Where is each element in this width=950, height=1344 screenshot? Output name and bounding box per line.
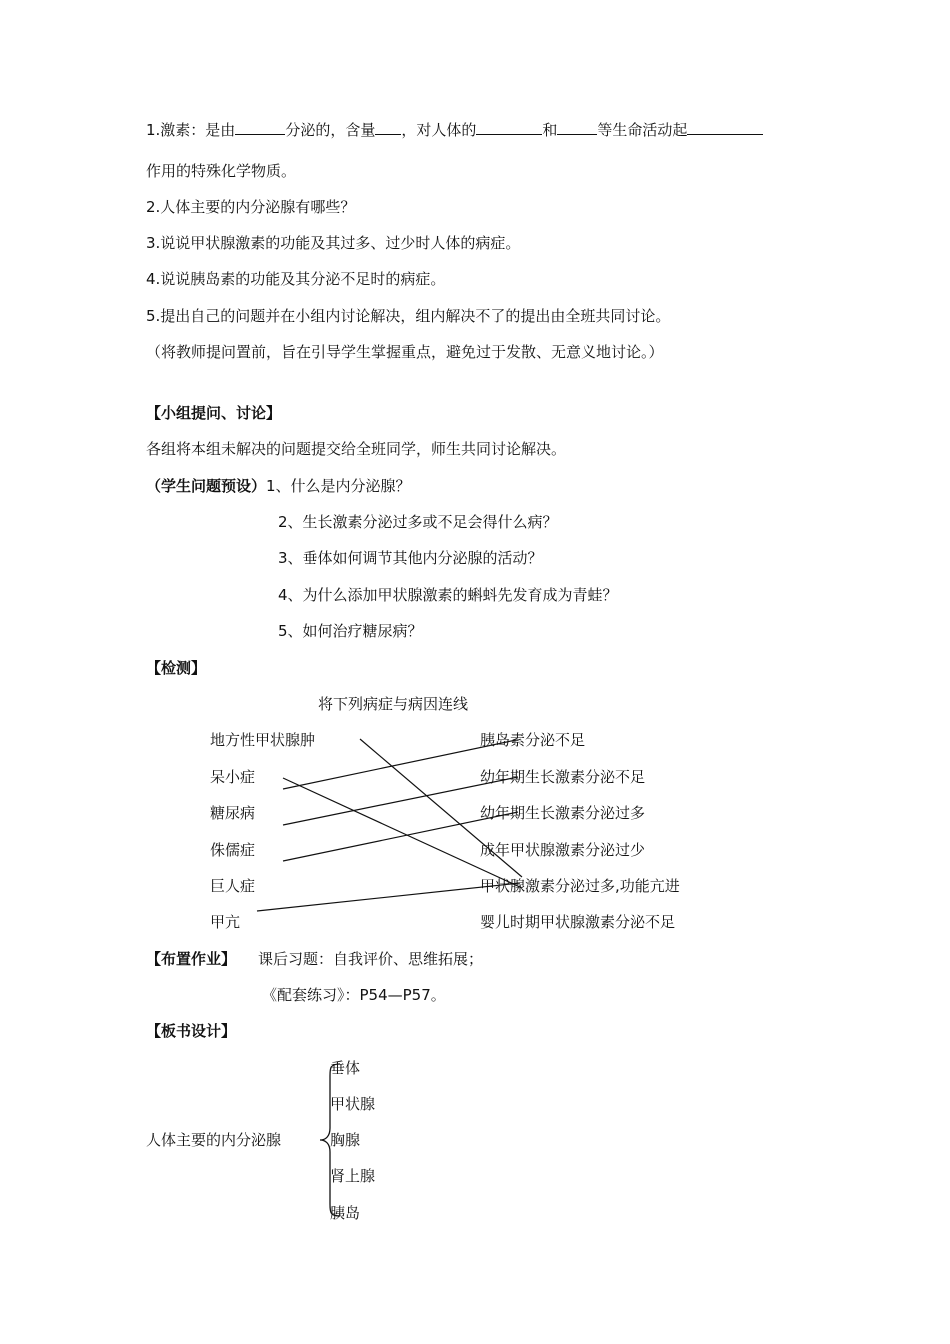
- board-item: 胰岛: [330, 1204, 361, 1222]
- board-heading: 【板书设计】: [146, 1022, 237, 1040]
- board-item: 垂体: [330, 1059, 361, 1077]
- match-line: [360, 739, 522, 877]
- question-3: 3.说说甲状腺激素的功能及其过多、过少时人体的病症。: [146, 234, 521, 252]
- q1-text-4: 和: [542, 121, 558, 139]
- disease-item: 侏儒症: [210, 841, 256, 859]
- cause-item: 成年甲状腺激素分泌过少: [480, 841, 646, 859]
- preset-question-3: 3、垂体如何调节其他内分泌腺的活动？: [278, 549, 543, 567]
- board-label: 人体主要的内分泌腺: [146, 1131, 282, 1149]
- q1-text-1: 1.激素：是由: [146, 121, 236, 139]
- homework-line-1: [146, 949, 483, 969]
- teacher-note: （将教师提问置前，旨在引导学生掌握重点，避免过于发散、无意义地讨论。）: [146, 343, 664, 361]
- disease-item: 巨人症: [210, 877, 256, 895]
- preset-question-2: 2、生长激素分泌过多或不足会得什么病？: [278, 513, 558, 531]
- q1-text-3: ，对人体的: [401, 121, 477, 139]
- board-item: 肾上腺: [330, 1167, 376, 1185]
- disease-item: 糖尿病: [210, 804, 256, 822]
- q1-text-5: 等生命活动起: [597, 121, 688, 139]
- question-2: 2.人体主要的内分泌腺有哪些？: [146, 198, 356, 216]
- match-line: [283, 777, 518, 825]
- disease-item: 呆小症: [210, 768, 256, 786]
- preset-question-4: 4、为什么添加甲状腺激素的蝌蚪先发育成为青蛙？: [278, 586, 618, 604]
- cause-item: 甲状腺激素分泌过多,功能亢进: [480, 877, 680, 895]
- board-item: 甲状腺: [330, 1095, 376, 1113]
- cause-item: 幼年期生长激素分泌过多: [480, 804, 646, 822]
- match-line: [283, 812, 518, 861]
- group-heading: 【小组提问、讨论】: [146, 404, 282, 422]
- group-intro: 各组将本组未解决的问题提交给全班同学，师生共同讨论解决。: [146, 440, 567, 458]
- cause-item: 幼年期生长激素分泌不足: [480, 768, 646, 786]
- q1-text-2: 分泌的，含量: [285, 121, 376, 139]
- cause-item: 婴儿时期甲状腺激素分泌不足: [480, 913, 676, 931]
- question-4: 4.说说胰岛素的功能及其分泌不足时的病症。: [146, 270, 446, 288]
- q1-continuation: 作用的特殊化学物质。: [146, 162, 297, 180]
- match-line: [283, 740, 516, 789]
- cause-item: 胰岛素分泌不足: [480, 731, 586, 749]
- disease-item: 地方性甲状腺肿: [210, 731, 316, 749]
- preset-label: （学生问题预设）: [146, 477, 267, 495]
- test-instruction: 将下列病症与病因连线: [318, 695, 469, 713]
- homework-line-2: 《配套练习》：P54—P57。: [262, 986, 446, 1004]
- disease-item: 甲亢: [210, 913, 241, 931]
- test-heading: 【检测】: [146, 659, 207, 677]
- match-line: [283, 778, 522, 888]
- preset-question-5: 5、如何治疗糖尿病？: [278, 622, 423, 640]
- homework-heading: 【布置作业】: [146, 950, 237, 968]
- match-line: [257, 883, 520, 911]
- question-5: 5.提出自己的问题并在小组内讨论解决，组内解决不了的提出由全班共同讨论。: [146, 307, 671, 325]
- preset-item: 1、什么是内分泌腺？: [266, 477, 411, 495]
- homework-text: 课后习题：自我评价、思维拓展；: [258, 950, 484, 968]
- board-item: 胸腺: [330, 1131, 361, 1149]
